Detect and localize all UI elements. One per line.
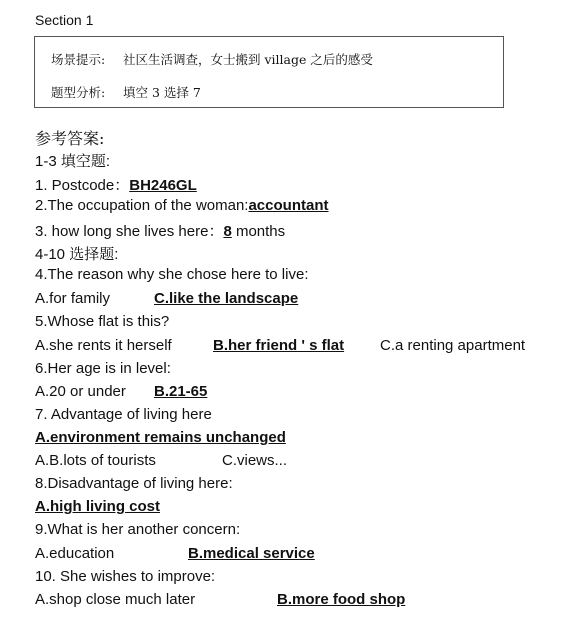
q10-question: 10. She wishes to improve: bbox=[35, 568, 216, 585]
q1-label: 1. Postcode： bbox=[35, 177, 130, 194]
question-3 bbox=[35, 220, 285, 241]
q5-answer: B.her friend ' s flat bbox=[213, 337, 345, 354]
question-type-text: 填空 3 选择 7 bbox=[123, 85, 201, 100]
q6-question: 6.Her age is in level: bbox=[35, 360, 171, 377]
question-2 bbox=[35, 197, 328, 214]
q4-answer: C.like the landscape bbox=[154, 290, 299, 307]
q5-option-a: A.she rents it herself bbox=[35, 337, 172, 354]
q7-question: 7. Advantage of living here bbox=[35, 406, 212, 423]
q1-answer: BH246GL bbox=[129, 177, 197, 194]
q9-options bbox=[35, 545, 315, 562]
q7-answer-text: A.environment remains unchanged bbox=[35, 429, 286, 446]
q3-answer: 8 bbox=[223, 223, 232, 240]
q4-options bbox=[35, 290, 299, 307]
q6-option-a: A.20 or under bbox=[35, 383, 126, 400]
q5-option-c: C.a renting apartment bbox=[380, 337, 526, 354]
q8-answer-text: A.high living cost bbox=[35, 498, 161, 515]
q7-option-c: C.views... bbox=[222, 452, 288, 469]
question-1 bbox=[35, 174, 197, 195]
q6-answer: B.21-65 bbox=[154, 383, 208, 400]
q7-answer bbox=[35, 429, 286, 446]
choice-heading: 4-10 选择题: bbox=[35, 246, 119, 263]
scene-hint-text: 社区生活调查，女士搬到 village 之后的感受 bbox=[123, 52, 373, 67]
q2-label: 2.The occupation of the woman: bbox=[35, 197, 249, 214]
q3-suffix: months bbox=[231, 223, 286, 240]
scene-info-box bbox=[34, 36, 504, 108]
question-type-row bbox=[51, 83, 201, 101]
q10-options bbox=[35, 591, 406, 608]
q5-question: 5.Whose flat is this? bbox=[35, 313, 170, 330]
q4-option-a: A.for family bbox=[35, 290, 111, 307]
q9-option-a: A.education bbox=[35, 545, 115, 562]
q7-option-b: A.B.lots of tourists bbox=[35, 452, 156, 469]
q8-answer bbox=[35, 498, 160, 515]
q10-answer: B.more food shop bbox=[277, 591, 406, 608]
scene-hint-row bbox=[51, 50, 373, 68]
q5-options bbox=[35, 337, 555, 354]
question-type-label: 题型分析: bbox=[51, 85, 106, 100]
q9-question: 9.What is her another concern: bbox=[35, 521, 241, 538]
q9-answer: B.medical service bbox=[188, 545, 315, 562]
q8-question: 8.Disadvantage of living here: bbox=[35, 475, 233, 492]
fill-in-heading: 1-3 填空题: bbox=[35, 153, 111, 170]
q4-question: 4.The reason why she chose here to live: bbox=[35, 266, 309, 283]
q7-options bbox=[35, 452, 288, 469]
scene-hint-label: 场景提示: bbox=[51, 52, 106, 67]
q3-label: 3. how long she lives here： bbox=[35, 223, 224, 240]
q10-option-a: A.shop close much later bbox=[35, 591, 196, 608]
section-title: Section 1 bbox=[35, 12, 94, 28]
q2-answer: accountant bbox=[248, 197, 329, 214]
reference-answer-heading: 参考答案: bbox=[35, 129, 105, 148]
q6-options bbox=[35, 383, 208, 400]
